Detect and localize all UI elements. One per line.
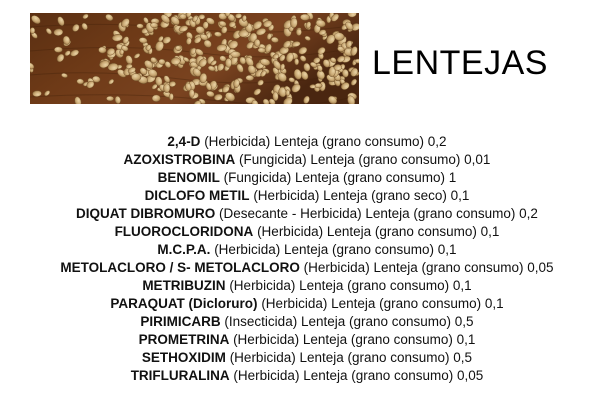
pesticide-name: 2,4-D	[167, 134, 201, 149]
pesticide-name: SETHOXIDIM	[141, 350, 226, 365]
list-item	[0, 187, 614, 205]
pesticide-name: AZOXISTROBINA	[123, 152, 236, 167]
pesticide-details: (Desecante - Herbicida) Lenteja (grano consumo) 0,2	[215, 206, 538, 221]
pesticide-name: BENOMIL	[157, 170, 220, 185]
lentil-grain	[169, 93, 174, 100]
list-item	[0, 241, 614, 259]
list-item	[0, 223, 614, 241]
lentil-grain	[254, 39, 261, 47]
list-item	[0, 313, 614, 331]
lentil-grain	[32, 90, 41, 97]
pesticide-details: (Fungicida) Lenteja (grano consumo) 0,01	[235, 152, 491, 167]
list-item	[0, 151, 614, 169]
lentil-grain	[315, 83, 322, 88]
pesticide-details: (Herbicida) Lenteja (grano consumo) 0,05	[229, 368, 484, 383]
lentil-grain	[225, 58, 231, 67]
pesticide-name: PROMETRINA	[138, 332, 230, 347]
lentil-grain	[296, 29, 302, 36]
pesticide-details: (Herbicida) Lenteja (grano consumo) 0,05	[299, 260, 554, 275]
list-item	[0, 169, 614, 187]
lentil-grain	[199, 14, 205, 19]
pesticide-name: METRIBUZIN	[142, 278, 226, 293]
pesticide-name: PIRIMICARB	[140, 314, 221, 329]
pesticide-details: (Herbicida) Lenteja (grano consumo) 0,1	[229, 332, 476, 347]
lentil-grain	[334, 64, 342, 71]
lentil-grain	[152, 95, 160, 102]
lentil-grain	[286, 90, 290, 96]
list-item	[0, 277, 614, 295]
list-item	[0, 205, 614, 223]
lentil-grain	[54, 47, 62, 53]
list-item	[0, 295, 614, 313]
pesticide-details: (Herbicida) Lenteja (grano consumo) 0,1	[253, 224, 500, 239]
list-item	[0, 349, 614, 367]
pesticide-details: (Herbicida) Lenteja (grano consumo) 0,1	[225, 278, 472, 293]
lentil-grain	[150, 22, 158, 28]
lentil-grain	[272, 92, 278, 101]
lentil-grain	[231, 51, 241, 58]
pesticide-name: M.C.P.A.	[157, 242, 211, 257]
list-item	[0, 259, 614, 277]
lentil-grain	[300, 14, 310, 21]
pesticide-details: (Fungicida) Lenteja (grano consumo) 1	[219, 170, 457, 185]
pesticide-name: DIQUAT DIBROMURO	[76, 206, 216, 221]
list-item	[0, 367, 614, 385]
pesticide-details: (Herbicida) Lenteja (grano consumo) 0,2	[200, 134, 447, 149]
pesticide-name: FLUOROCLORIDONA	[114, 224, 254, 239]
pesticide-name: METOLACLORO / S- METOLACLORO	[60, 260, 300, 275]
page-title: LENTEJAS	[372, 44, 548, 82]
pesticide-details: (Herbicida) Lenteja (grano consumo) 0,1	[257, 296, 504, 311]
list-item	[0, 331, 614, 349]
pesticide-name: DICLOFO METIL	[144, 188, 250, 203]
pesticide-name: PARAQUAT (Dicloruro)	[110, 296, 258, 311]
pesticide-details: (Insecticida) Lenteja (grano consumo) 0,5	[220, 314, 474, 329]
lentil-grain	[30, 27, 35, 33]
list-item	[0, 133, 614, 151]
lentil-grain	[137, 24, 144, 29]
lentil-grain	[98, 47, 106, 54]
pesticide-details: (Herbicida) Lenteja (grano consumo) 0,1	[210, 242, 457, 257]
pesticide-details: (Herbicida) Lenteja (grano consumo) 0,5	[225, 350, 473, 365]
pesticide-list	[0, 133, 614, 385]
lentil-grain	[294, 58, 299, 65]
pesticide-details: (Herbicida) Lenteja (grano seco) 0,1	[249, 188, 470, 203]
lentils-photo	[30, 13, 359, 104]
lentil-grain	[106, 96, 113, 101]
pesticide-name: TRIFLURALINA	[130, 368, 230, 383]
lentil-grain	[175, 45, 181, 51]
